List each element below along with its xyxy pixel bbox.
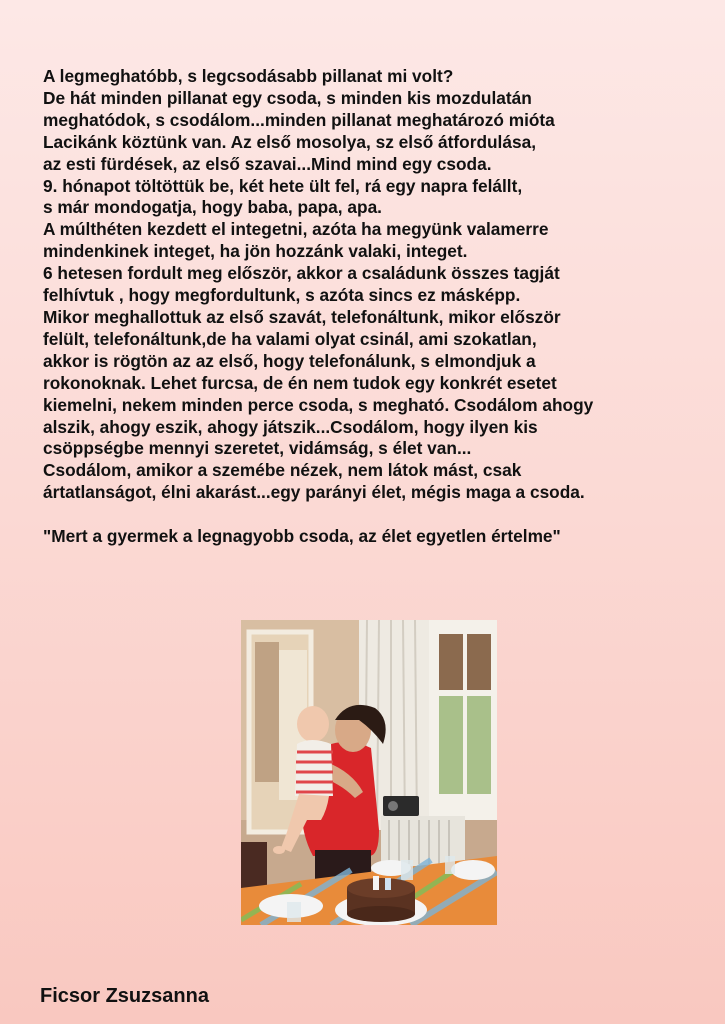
article-line: 6 hetesen fordult meg először, akkor a családunk összes tagját [43, 263, 560, 284]
article-line: felült, telefonáltunk,de ha valami olyat csinál, ami szokatlan, [43, 328, 537, 349]
article-line: felhívtuk , hogy megfordultunk, s azóta sincs ez másképp. [43, 285, 521, 306]
article-line: ártatlanságot, élni akarást...egy parányi élet, mégis maga a csoda. [43, 482, 585, 503]
article-line: akkor is rögtön az az első, hogy telefonálunk, s elmondjuk a [43, 350, 536, 371]
article-line: 9. hónapot töltöttük be, két hete ült fel, rá egy napra felállt, [43, 175, 523, 196]
article-line: alszik, ahogy eszik, ahogy játszik...Csodálom, hogy ilyen kis [43, 416, 538, 437]
article-line: s már mondogatja, hogy baba, papa, apa. [43, 197, 382, 218]
article-line: Lacikánk köztünk van. Az első mosolya, sz első átfordulása, [43, 131, 536, 152]
closing-quote: "Mert a gyermek a legnagyobb csoda, az élet egyetlen értelme" [43, 526, 561, 547]
article-line: kiemelni, nekem minden perce csoda, s megható. Csodálom ahogy [43, 394, 594, 415]
article-line: az esti fürdések, az első szavai...Mind mind egy csoda. [43, 153, 492, 174]
family-photo [241, 620, 497, 925]
article-line: Mikor meghallottuk az első szavát, telefonáltunk, mikor először [43, 306, 561, 327]
article-line: A legmeghatóbb, s legcsodásabb pillanat mi volt? [43, 66, 454, 86]
article-line: A múlthéten kezdett el integetni, azóta ha megyünk valamerre [43, 219, 549, 240]
article-text [43, 66, 703, 548]
article-line: De hát minden pillanat egy csoda, s minden kis mozdulatán [43, 87, 532, 108]
article-line: csöppségbe mennyi szeretet, vidámság, s élet van... [43, 438, 472, 459]
article-line: rokonoknak. Lehet furcsa, de én nem tudok egy konkrét esetet [43, 372, 557, 393]
article-line: Csodálom, amikor a szemébe nézek, nem látok mást, csak [43, 460, 522, 481]
article-line: meghatódok, s csodálom...minden pillanat meghatározó mióta [43, 109, 555, 130]
article-line: mindenkinek integet, ha jön hozzánk valaki, integet. [43, 241, 468, 262]
author-name: Ficsor Zsuzsanna [40, 985, 209, 1007]
